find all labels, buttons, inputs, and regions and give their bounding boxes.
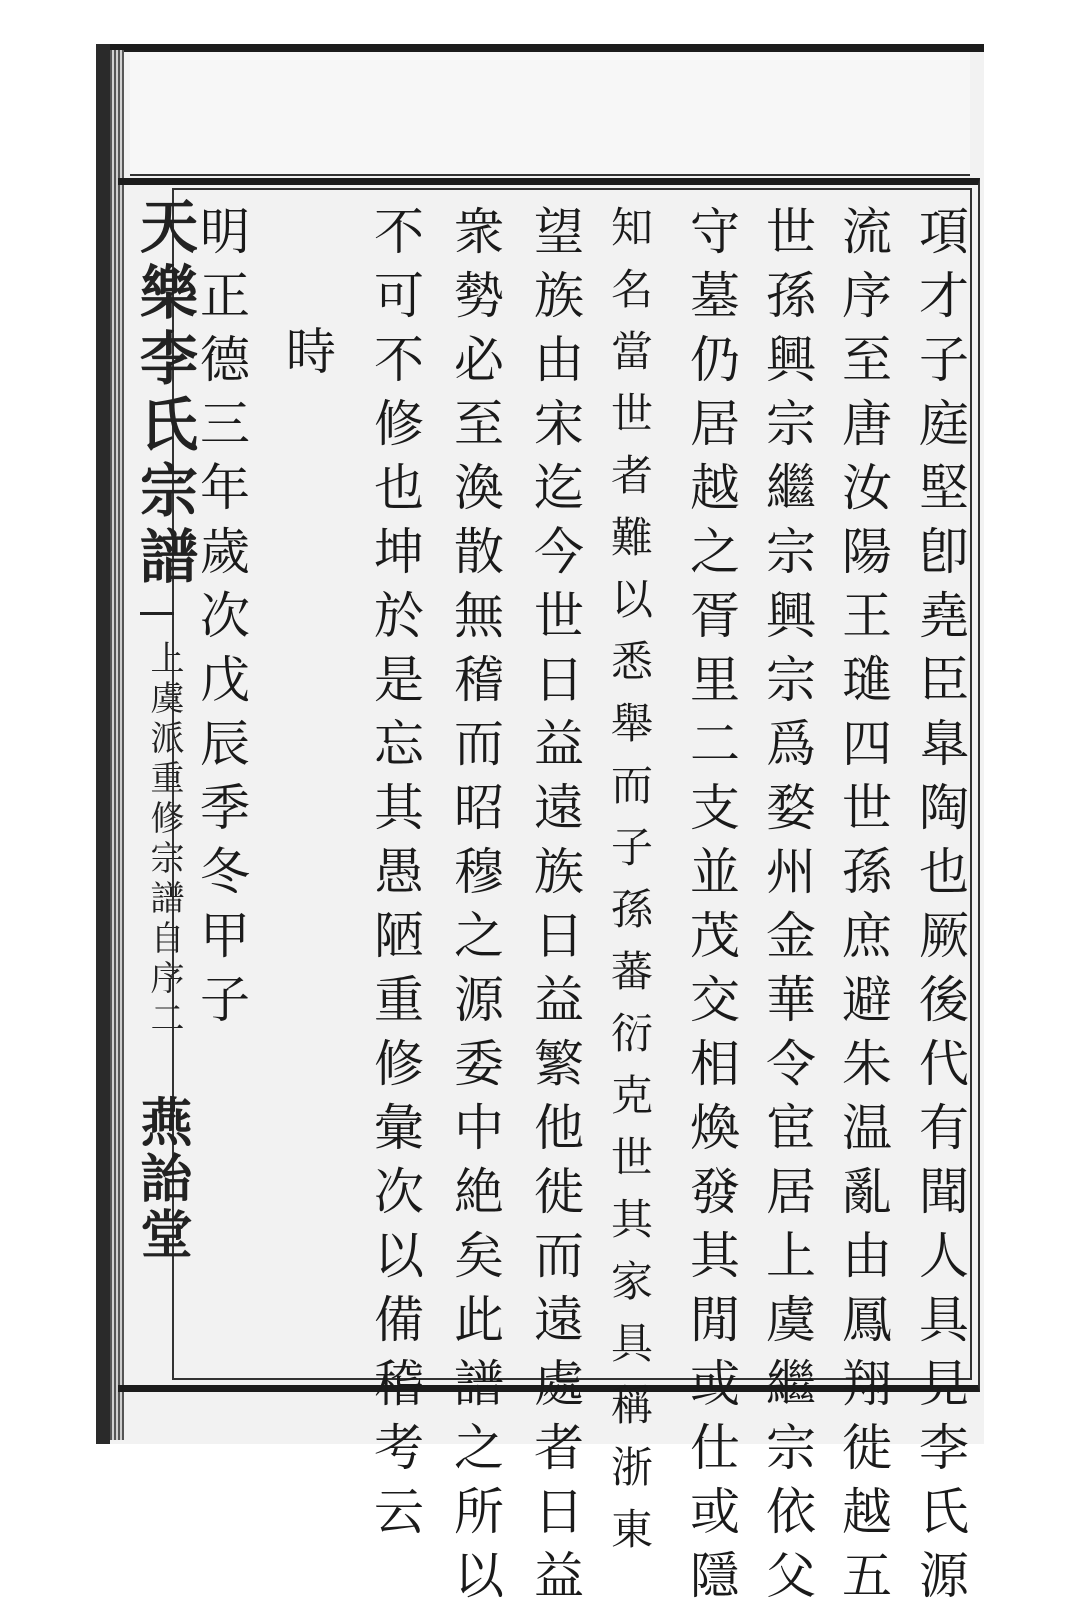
text-column: 知名當世者難以悉舉而子孫蕃衍克世其家具稱浙東 [605, 205, 654, 1569]
text-column-date: 明正德三年歲次戊辰季冬甲子 [192, 205, 250, 1037]
text-column: 望族由宋迄今世日益遠族日益繁他徙而遠處者日益 [526, 205, 584, 1613]
blank-header-area [130, 52, 970, 176]
text-column: 世孫興宗繼宗興宗爲婺州金華令宦居上虞繼宗依父 [758, 205, 816, 1613]
text-column: 衆勢必至渙散無稽而昭穆之源委中絶矣此譜之所以 [446, 205, 504, 1613]
text-column: 項才子庭堅卽堯臣臯陶也厥後代有聞人具見李氏源 [911, 205, 969, 1613]
margin-title: 天樂李氏宗譜 [130, 196, 198, 592]
page-top-edge [96, 44, 984, 52]
margin-subtitle: 上虞派重修宗譜自序二 [144, 640, 184, 1040]
text-column-time: 時 [278, 325, 336, 389]
margin-hall-name: 燕詒堂 [131, 1095, 192, 1263]
page-left-edge [96, 44, 110, 1444]
text-column: 不可不修也坤於是忘其愚陋重修彙次以備稽考云 [366, 205, 424, 1549]
text-column: 守墓仍居越之胥里二支並茂交相煥發其閒或仕或隱 [682, 205, 740, 1613]
text-column: 流序至唐汝陽王璡四世孫庶避朱温亂由鳳翔徙越五 [834, 205, 892, 1613]
fish-tail-mark [140, 612, 174, 635]
